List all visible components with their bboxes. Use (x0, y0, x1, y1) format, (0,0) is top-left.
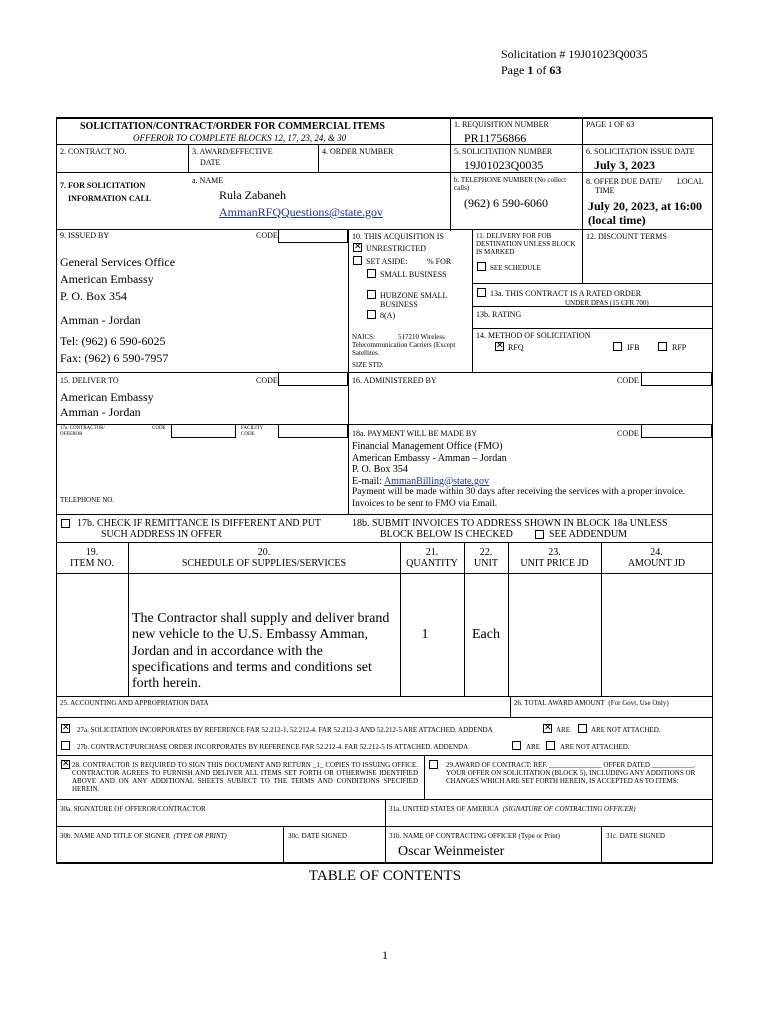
issued-line-6: Fax: (962) 6 590-7957 (60, 351, 169, 366)
b17a-label: 17a. CONTRACTOR/ OFFEROR (60, 426, 105, 437)
rfp-label: RFP (672, 343, 687, 352)
b7-label: 7. FOR SOLICITATION (60, 181, 146, 190)
pay-note-1: Payment will be made within 30 days after receiving the services with a proper invoice. (352, 487, 686, 497)
b8-value: July 20, 2023, at 16:00 (local time) (588, 199, 702, 227)
b27a-are-not: ARE NOT ATTACHED. (591, 726, 661, 734)
page-number-footer: 1 (382, 948, 388, 962)
b31a-label-text: 31a. UNITED STATES OF AMERICA (389, 805, 500, 813)
schedule-quantity: 1 (421, 627, 429, 642)
col-item-header: 19. ITEM NO. (70, 547, 114, 569)
page-total: 63 (549, 63, 562, 77)
pay-line-3: P. O. Box 354 (352, 464, 408, 475)
b30b-note: (TYPE OR PRINT) (173, 832, 227, 840)
remittance-checkbox[interactable] (61, 519, 70, 528)
see-addendum-label: SEE ADDENDUM (549, 529, 628, 540)
b13a-label: 13a. THIS CONTRACT IS A RATED ORDER (490, 289, 642, 298)
issued-line-1: General Services Office (60, 255, 176, 269)
b11-label: 11. DELIVERY FOR FOB DESTINATION UNLESS BLOCK IS MARKED (476, 232, 576, 256)
b27a-text: 27a. SOLICITATION INCORPORATES BY REFERENCE FAR 52.212-1, 52.212-4. FAR 52.212-3 AND 52.212-5 ARE ATTACHED. ADDENDA (77, 726, 493, 734)
page-of: of (533, 63, 550, 77)
ifb-label: IFB (627, 343, 640, 352)
b31a-label (389, 805, 636, 813)
col-amount-header: 24. AMOUNT JD (627, 547, 686, 569)
b27a-are-not-checkbox[interactable] (578, 724, 587, 733)
b18b-label2: BLOCK BELOW IS CHECKED (380, 529, 513, 540)
eight-a-checkbox[interactable] (367, 310, 376, 319)
solicitation-number-header: Solicitation # 19J01023Q0035 (501, 47, 648, 61)
b30c-label: 30c. DATE SIGNED (288, 832, 347, 840)
set-aside-label: SET ASIDE: (366, 257, 408, 266)
payment-email-link[interactable]: AmmanBilling@state.gov (383, 475, 489, 487)
issued-line-4: Amman - Jordan (60, 312, 141, 327)
b8-local: LOCAL (677, 177, 704, 186)
set-aside-checkbox[interactable] (353, 256, 362, 265)
issued-line-2: American Embassy (60, 272, 154, 287)
payment-address (352, 441, 685, 510)
page-of-label: PAGE 1 OF 63 (586, 120, 635, 129)
b12-label: 12. DISCOUNT TERMS (586, 232, 667, 241)
b8-time: TIME (595, 186, 615, 195)
b5-label: 5. SOLICITATION NUMBER (454, 147, 553, 156)
b6-label: 6. SOLICITATION ISSUE DATE (586, 147, 695, 156)
size-std-label: SIZE STD: (352, 361, 384, 369)
deliver-line-2: Amman - Jordan (60, 405, 141, 419)
b27b-are: ARE (526, 743, 540, 751)
schedule-unit: Each (472, 627, 500, 642)
b27b-are-not: ARE NOT ATTACHED. (560, 743, 630, 751)
b27b-are-not-checkbox[interactable] (546, 741, 555, 750)
hubzone-label: HUBZONE SMALL BUSINESS (380, 291, 448, 309)
deliver-to-address (60, 390, 154, 420)
rfq-label: RFQ (508, 343, 524, 352)
b29-text: 29.AWARD OF CONTRACT: REF. _______________ OFFER DATED ____________. YOUR OFFER ON SOLICITATION (BLOCK 5), INCLUDING ANY ADDITIONS OR CHANGES WHICH ARE SET FORTH HEREIN, IS ACCEPTED AS TO ITEMS: (446, 761, 696, 785)
b31a-sig-note: (SIGNATURE OF CONTRACTING OFFICER) (502, 805, 636, 813)
col-unit-price-header: 23. UNIT PRICE JD (520, 547, 589, 569)
b27b-are-checkbox[interactable] (512, 741, 521, 750)
b16-label: 16. ADMINISTERED BY (352, 376, 437, 385)
see-addendum-checkbox[interactable] (535, 530, 544, 539)
pay-line-2: American Embassy - Amman – Jordan (352, 452, 507, 464)
b-tel-value: (962) 6 590-6060 (464, 196, 548, 210)
b18a-code-label: CODE (617, 429, 639, 438)
rfq-checkbox[interactable]: ✕ (496, 341, 504, 351)
page-prefix: Page (501, 63, 528, 77)
b3-label: 3. AWARD/EFFECTIVE (192, 147, 273, 156)
b31b-label: 31b. NAME OF CONTRACTING OFFICER (Type or Print) (389, 832, 561, 840)
telephone-label: TELEPHONE NO. (60, 496, 115, 504)
eight-a-label: 8(A) (380, 311, 396, 320)
small-business-checkbox[interactable] (367, 269, 376, 278)
ifb-checkbox[interactable] (613, 342, 622, 351)
page-indicator (501, 63, 561, 77)
col-supplies-header: 20. SCHEDULE OF SUPPLIES/SERVICES (181, 547, 347, 569)
unrestricted-label: UNRESTRICTED (366, 244, 426, 253)
form-subtitle: OFFEROR TO COMPLETE BLOCKS 12, 17, 23, 24, & 30 (133, 133, 347, 143)
form-title: SOLICITATION/CONTRACT/ORDER FOR COMMERCIAL ITEMS (80, 121, 385, 132)
b9-label: 9. ISSUED BY (60, 231, 110, 240)
b31c-label: 31c. DATE SIGNED (606, 832, 665, 840)
b26-label (514, 699, 669, 707)
b13a-label2: UNDER DPAS (15 CFR 700) (565, 299, 649, 307)
b17b-label2: SUCH ADDRESS IN OFFER (101, 529, 222, 540)
b2-label: 2. CONTRACT NO. (60, 147, 127, 156)
a-name-label: a. NAME (192, 176, 224, 185)
b13b-label: 13b. RATING (476, 310, 522, 319)
b10-label: 10. THIS ACQUISITION IS (352, 232, 444, 241)
unrestricted-checkbox[interactable]: ✕ (354, 242, 362, 252)
b7-label2: INFORMATION CALL (68, 194, 152, 203)
b1-label: 1. REQUISITION NUMBER (454, 120, 549, 129)
b17b-label: 17b. CHECK IF REMITTANCE IS DIFFERENT AND PUT (77, 518, 322, 529)
pay-note-2: Invoices to be sent to FMO via Email. (352, 498, 498, 509)
b17a-code-label: CODE (152, 426, 166, 431)
b28-text: 28. CONTRACTOR IS REQUIRED TO SIGN THIS DOCUMENT AND RETURN _1_ COPIES TO ISSUING OFFICE. CONTRACTOR AGREES TO FURNISH AND DELIVER ALL ITEMS SET FORTH OR OTHERWISE IDENTIFIED ABOVE AND ON ANY ADDITIONAL SHEETS SUBJECT TO THE TERMS AND CONDITIONS SPECIFIED HEREIN. (72, 761, 418, 793)
b4-label: 4. ORDER NUMBER (322, 147, 394, 156)
issued-line-5: Tel: (962) 6 590-6025 (60, 333, 166, 348)
pct-for-label: % FOR (427, 257, 452, 266)
b30a-label: 30a. SIGNATURE OF OFFEROR/CONTRACTOR (60, 805, 206, 813)
b27b-checkbox[interactable] (61, 741, 70, 750)
col-unit-header: 22. UNIT (474, 547, 498, 569)
b26-note: (For Govt. Use Only) (608, 699, 669, 707)
b27b-text: 27b. CONTRACT/PURCHASE ORDER INCORPORATES BY REFERENCE FAR 52.212-4. FAR 52.212-5 IS ATTACHED. ADDENDA (77, 743, 469, 751)
b5-value: 19J01023Q0035 (464, 158, 544, 172)
schedule-description: The Contractor shall supply and deliver brand new vehicle to the U.S. Embassy Amman, Jordan and in accordance with the specifications and terms and conditions set forth herein. (132, 611, 390, 692)
b30b-label-text: 30b. NAME AND TITLE OF SIGNER (60, 832, 170, 840)
b15-code-label: CODE (256, 376, 278, 385)
page-num: 1 (527, 63, 534, 77)
table-of-contents-heading: TABLE OF CONTENTS (308, 868, 462, 884)
issued-line-3: P. O. Box 354 (60, 289, 128, 304)
b8-label: 8. OFFER DUE DATE/ (586, 177, 663, 186)
b27a-are: ARE (556, 726, 570, 734)
b15-label: 15. DELIVER TO (60, 376, 119, 385)
rfp-checkbox[interactable] (658, 342, 667, 351)
col-quantity-header: 21. QUANTITY (406, 547, 458, 569)
b28-checkbox[interactable]: ✕ (62, 759, 70, 769)
hubzone-checkbox[interactable] (367, 290, 376, 299)
b3-label2: DATE (200, 158, 221, 167)
naics-label: NAICS: (352, 333, 375, 341)
b30b-label (60, 832, 227, 840)
see-schedule-label: SEE SCHEDULE (490, 264, 541, 272)
deliver-line-1: American Embassy (60, 390, 154, 404)
b14-label: 14. METHOD OF SOLICITATION (476, 331, 591, 340)
facility-code-label: FACILITY CODE (241, 426, 264, 437)
contact-name: Rula Zabaneh (219, 188, 286, 202)
b1-value: PR11756866 (464, 131, 527, 145)
rated-order-checkbox[interactable] (477, 288, 486, 297)
b27a-are-checkbox[interactable]: ✕ (544, 723, 552, 733)
b29-checkbox[interactable] (429, 760, 438, 769)
b27a-checkbox[interactable]: ✕ (62, 723, 70, 733)
b16-code-label: CODE (617, 376, 639, 385)
b18b-label: 18b. SUBMIT INVOICES TO ADDRESS SHOWN IN BLOCK 18a UNLESS (352, 518, 668, 529)
b9-code-label: CODE (256, 231, 278, 240)
b-tel-label: b. TELEPHONE NUMBER (No collect calls) (454, 176, 567, 192)
pay-line-1: Financial Management Office (FMO) (352, 441, 503, 452)
b18a-label: 18a. PAYMENT WILL BE MADE BY (352, 429, 478, 438)
contact-email-link[interactable]: AmmanRFQQuestions@state.gov (219, 205, 384, 219)
b25-label: 25. ACCOUNTING AND APPROPRIATION DATA (60, 699, 209, 707)
b26-label-text: 26. TOTAL AWARD AMOUNT (514, 699, 605, 707)
see-schedule-checkbox[interactable] (477, 262, 486, 271)
small-business-label: SMALL BUSINESS (380, 270, 447, 279)
issued-by-address (60, 254, 175, 367)
b6-value: July 3, 2023 (594, 158, 656, 172)
pay-email-prefix: E-mail: (352, 475, 384, 487)
contracting-officer-name: Oscar Weinmeister (398, 844, 505, 859)
naics-value: 517210 Wireless Telecommunication Carriers (Except Satellites. (352, 333, 456, 357)
